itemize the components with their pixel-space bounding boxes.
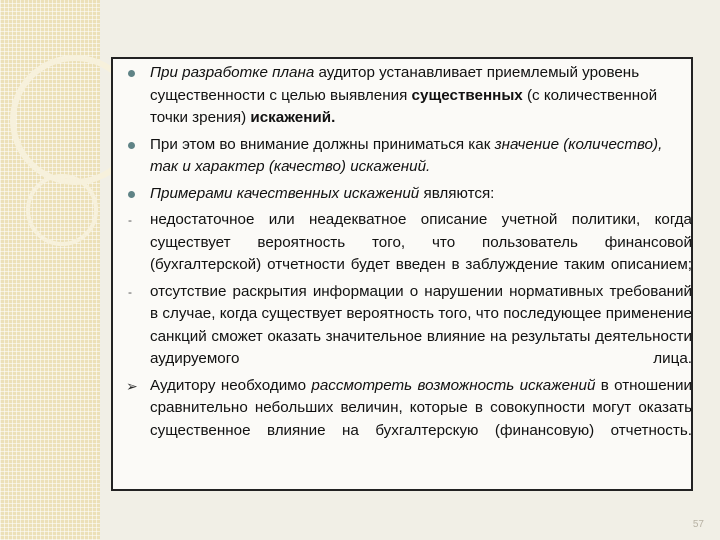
text-italic: значение (количество), так и характер (качество) искажений.	[150, 135, 663, 175]
bullet-item-plan	[126, 62, 692, 130]
text-italic: рассмотреть возможность искажений	[311, 376, 596, 394]
text-bold: искажений.	[250, 109, 336, 126]
text: являются:	[419, 184, 495, 202]
bullet-marker	[126, 183, 146, 206]
dash-marker: -	[128, 284, 132, 299]
dash-marker: -	[128, 213, 132, 227]
text: в отношении сравнительно небольших величин, которые в совокупности могут оказать существенное влияние на бухгалтерскую (финансовую) отчетность.	[150, 376, 692, 439]
arrow-marker-icon: ➢	[126, 377, 138, 394]
text: При этом во внимание должны приниматься как	[150, 135, 495, 153]
bullet-item-examples	[126, 183, 692, 206]
text: Аудитору необходимо	[150, 376, 312, 394]
dash-item-disclosure	[126, 281, 692, 371]
slide-content	[126, 62, 692, 446]
text-bold: существенных	[411, 86, 523, 104]
text: аудитор устанавливает приемлемый уровень существенности с целью выявления	[150, 64, 640, 104]
text-italic: Примерами качественных искажений	[150, 184, 420, 202]
text: (с количественной точки зрения)	[150, 86, 658, 126]
bullet-marker	[126, 62, 146, 85]
arrow-item-auditor	[126, 375, 692, 443]
text: отсутствие раскрытия информации о нарушении нормативных требований в случае, когда существует вероятность того, что последующее применение санкций сможет оказать значительное влияние на результаты деятельности аудируемого лица.	[150, 282, 692, 367]
bullet-marker	[126, 134, 146, 157]
text-italic: При разработке плана	[150, 64, 315, 81]
bullet-item-value	[126, 134, 692, 179]
text: недостаточное или неадекватное описание учетной политики, когда существует вероятность того, что пользователь финансовой (бухгалтерской) отчетности будет введен в заблуждение таким описанием;	[150, 211, 692, 273]
dash-item-policy	[126, 209, 692, 277]
page-number: 57	[692, 519, 704, 530]
